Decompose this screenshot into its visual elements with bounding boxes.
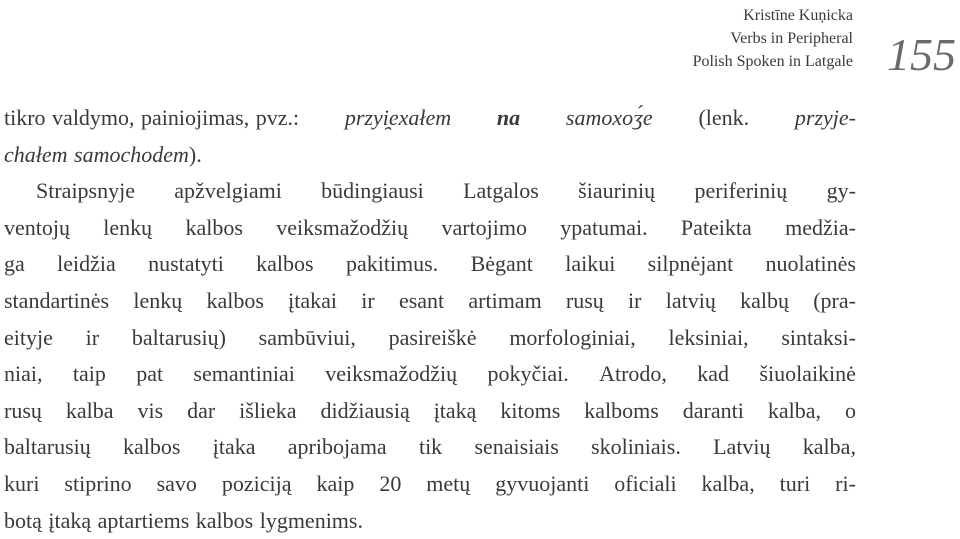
word: kalbos — [185, 214, 243, 240]
word: leksiniai, — [668, 324, 749, 350]
word: esant — [398, 287, 445, 313]
word: skoliniais. — [591, 434, 681, 460]
word: ventojų — [4, 214, 70, 240]
header-author: Kristīne Kuņicka — [743, 7, 853, 24]
word: Latvių — [713, 434, 771, 460]
text-line-3 — [4, 173, 856, 210]
word: šiaurinių — [578, 178, 656, 204]
word: ypatumai. — [560, 214, 648, 240]
word: silpnėjant — [647, 251, 734, 277]
word: kalba, — [802, 434, 856, 460]
text-line-8 — [4, 356, 856, 393]
word: Bėgant — [470, 251, 533, 277]
word: ri- — [835, 470, 856, 496]
word: gyvuojanti — [495, 470, 590, 496]
word: kuri — [4, 470, 40, 496]
word: daranti — [682, 397, 744, 423]
word: lenkų — [133, 287, 183, 313]
word: kalbos — [256, 251, 314, 277]
line-1-example-3: samoxoʒ́e — [565, 105, 653, 130]
word: artimam — [468, 287, 542, 313]
text-line-1 — [4, 100, 856, 137]
word: pasireiškė — [388, 324, 477, 350]
word: semantiniai — [193, 361, 295, 387]
word: kalboms — [584, 397, 659, 423]
word: nustatyti — [148, 251, 224, 277]
word: išlieka — [239, 397, 297, 423]
line-1-example-1: przyi̯exałem — [344, 105, 452, 130]
word: kalbos — [123, 434, 181, 460]
word: ir — [85, 324, 100, 350]
word: ga — [4, 251, 25, 277]
text-line-4 — [4, 210, 856, 247]
word: standartinės — [4, 287, 110, 313]
line-1-example-2: na — [496, 105, 521, 130]
word: poziciją — [221, 470, 292, 496]
word: kalba, — [701, 470, 755, 496]
word: šiuolaikinė — [759, 361, 856, 387]
word: didžiausią — [320, 397, 410, 423]
word: būdingiausi — [321, 178, 424, 204]
line-1-prefix: tikro valdymo, painiojimas, pvz.: — [4, 105, 300, 130]
word: kaip — [316, 470, 355, 496]
word: pokyčiai. — [487, 361, 569, 387]
word: senaisiais — [474, 434, 559, 460]
word: veiksmažodžių — [276, 214, 409, 240]
word: įtaką — [433, 397, 477, 423]
word: latvių — [665, 287, 716, 313]
word: o — [844, 397, 856, 423]
word: leidžia — [57, 251, 116, 277]
word: niai, — [4, 361, 43, 387]
word: dar — [187, 397, 216, 423]
word: tik — [418, 434, 443, 460]
body-text — [4, 100, 856, 539]
word: ir — [628, 287, 642, 313]
word: lenkų — [103, 214, 153, 240]
word: pat — [136, 361, 164, 387]
word: morfologiniai, — [509, 324, 636, 350]
word: pakitimus. — [345, 251, 439, 277]
line-1-example-4: przyje- — [794, 105, 856, 130]
running-header — [693, 4, 853, 73]
word: nuolatinės — [765, 251, 856, 277]
word: eityje — [4, 324, 53, 350]
word: kalba, — [767, 397, 821, 423]
word: periferinių — [694, 178, 788, 204]
word: kad — [697, 361, 730, 387]
word: (pra- — [813, 287, 856, 313]
word: Straipsnyje — [36, 178, 135, 204]
word: rusų — [4, 397, 42, 423]
word: metų — [426, 470, 471, 496]
word: vis — [137, 397, 164, 423]
text-line-12: botą įtaką aptartiems kalbos lygmenims. — [4, 507, 363, 533]
word: 20 — [379, 470, 402, 496]
word: kalbos — [206, 287, 264, 313]
page-number: 155 — [887, 29, 956, 80]
word: Latgalos — [463, 178, 539, 204]
line-2-suffix: ). — [188, 141, 202, 167]
word: kitoms — [500, 397, 561, 423]
text-line-9 — [4, 393, 856, 430]
word: veiksmažodžių — [325, 361, 458, 387]
word: medžia- — [785, 214, 856, 240]
word: apribojama — [287, 434, 387, 460]
word: kalba — [65, 397, 114, 423]
word: ir — [361, 287, 375, 313]
word: baltarusių — [4, 434, 91, 460]
header-title-line-2: Polish Spoken in Latgale — [692, 53, 853, 70]
word: vartojimo — [441, 214, 527, 240]
word: taip — [72, 361, 106, 387]
word: gy- — [826, 178, 856, 204]
word: rusų — [565, 287, 604, 313]
word: apžvelgiami — [174, 178, 282, 204]
line-1-paren: (lenk. — [698, 105, 750, 130]
word: įtakai — [288, 287, 338, 313]
word: Pateikta — [680, 214, 752, 240]
line-2-example: chałem samochodem — [4, 141, 189, 167]
word: sambūviui, — [258, 324, 356, 350]
text-line-6 — [4, 283, 856, 320]
word: baltarusių) — [131, 324, 226, 350]
text-line-11 — [4, 466, 856, 503]
word: turi — [779, 470, 811, 496]
word: kalbų — [740, 287, 789, 313]
word: sintaksi- — [781, 324, 856, 350]
word: stiprino — [64, 470, 132, 496]
word: Atrodo, — [599, 361, 667, 387]
text-line-2 — [4, 137, 856, 174]
word: oficiali — [614, 470, 677, 496]
word: laikui — [565, 251, 616, 277]
header-title-line-1: Verbs in Peripheral — [730, 30, 853, 47]
text-line-5 — [4, 246, 856, 283]
text-line-10 — [4, 429, 856, 466]
word: savo — [156, 470, 197, 496]
word: įtaka — [212, 434, 256, 460]
text-line-7 — [4, 320, 856, 357]
